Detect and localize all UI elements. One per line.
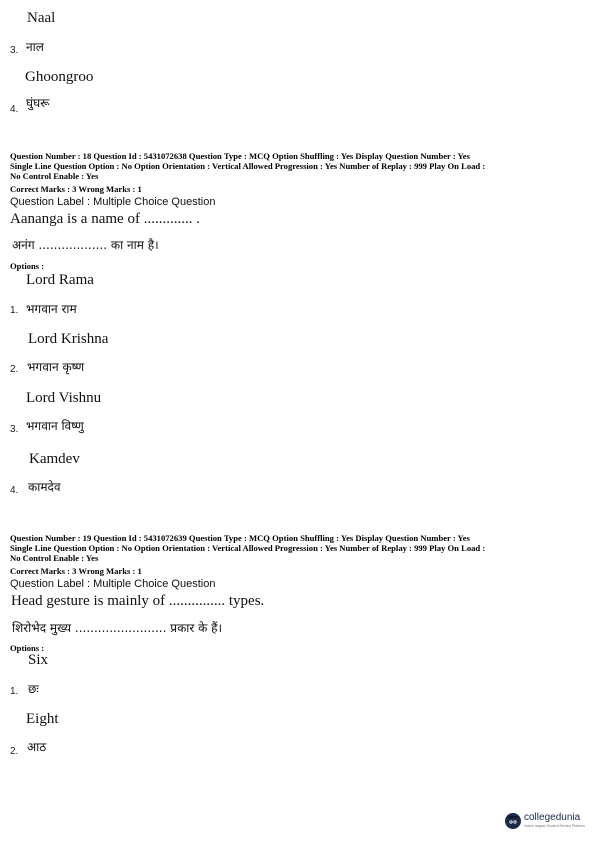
graduate-mascot-icon bbox=[505, 813, 521, 829]
q19-option-1-hindi[interactable]: छः bbox=[28, 682, 39, 696]
q18-option-1-hindi[interactable]: भगवान राम bbox=[26, 302, 77, 316]
q18-options-heading: Options : bbox=[10, 261, 45, 271]
prev-option-3-english: Naal bbox=[27, 10, 56, 26]
q18-option-2-hindi[interactable]: भगवान कृष्ण bbox=[27, 360, 85, 374]
q18-question-label: Question Label : Multiple Choice Question bbox=[10, 196, 216, 208]
q18-meta-line-1: Question Number : 18 Question Id : 5431072638 Question Type : MCQ Option Shuffling : Yes Display Question Number : Yes bbox=[10, 151, 470, 161]
q18-option-1-number: 1. bbox=[10, 305, 19, 316]
q18-marks: Correct Marks : 3 Wrong Marks : 1 bbox=[10, 184, 142, 194]
brand-tagline: India's largest Student Review Platform bbox=[524, 824, 585, 828]
q18-question-text-hindi: अनंग .................. का नाम है। bbox=[12, 238, 159, 252]
prev-option-4-hindi: घुंघरू bbox=[26, 96, 50, 110]
prev-option-4-english: Ghoongroo bbox=[25, 69, 94, 85]
q18-option-2-english[interactable]: Lord Krishna bbox=[28, 331, 109, 347]
q18-option-4-english[interactable]: Kamdev bbox=[29, 451, 80, 467]
q19-marks: Correct Marks : 3 Wrong Marks : 1 bbox=[10, 566, 142, 576]
q19-question-text-hindi: शिरोभेद मुख्य ........................ प्रकार के हैं। bbox=[12, 621, 223, 635]
q18-meta-line-3: No Control Enable : Yes bbox=[10, 171, 99, 181]
q19-meta-line-1: Question Number : 19 Question Id : 5431072639 Question Type : MCQ Option Shuffling : Yes Display Question Number : Yes bbox=[10, 533, 470, 543]
prev-option-3-number: 3. bbox=[10, 45, 19, 56]
q19-question-label: Question Label : Multiple Choice Question bbox=[10, 578, 216, 590]
q19-options-heading: Options : bbox=[10, 643, 45, 653]
q18-option-3-english[interactable]: Lord Vishnu bbox=[26, 390, 102, 406]
q19-option-2-hindi[interactable]: आठ bbox=[27, 740, 47, 754]
q18-option-3-number: 3. bbox=[10, 424, 19, 435]
q18-option-1-english[interactable]: Lord Rama bbox=[26, 272, 94, 288]
q18-option-3-hindi[interactable]: भगवान विष्णु bbox=[26, 419, 84, 433]
q18-option-2-number: 2. bbox=[10, 364, 19, 375]
q19-question-text-english: Head gesture is mainly of ............... types. bbox=[11, 593, 265, 609]
prev-option-3-hindi: नाल bbox=[26, 40, 44, 54]
q19-option-1-english[interactable]: Six bbox=[28, 652, 49, 668]
q19-meta-line-2: Single Line Question Option : No Option Orientation : Vertical Allowed Progression : Yes Number of Replay : 999 Play On Load : bbox=[10, 543, 486, 553]
brand-name: collegedunia bbox=[524, 812, 581, 823]
prev-option-4-number: 4. bbox=[10, 104, 19, 115]
q18-option-4-hindi[interactable]: कामदेव bbox=[28, 480, 61, 494]
q19-option-1-number: 1. bbox=[10, 686, 19, 697]
q19-option-2-english[interactable]: Eight bbox=[26, 711, 59, 727]
q19-option-2-number: 2. bbox=[10, 746, 19, 757]
q18-question-text-english: Aananga is a name of ............. . bbox=[10, 211, 200, 227]
q18-meta-line-2: Single Line Question Option : No Option Orientation : Vertical Allowed Progression : Yes Number of Replay : 999 Play On Load : bbox=[10, 161, 486, 171]
q18-option-4-number: 4. bbox=[10, 485, 19, 496]
q19-meta-line-3: No Control Enable : Yes bbox=[10, 553, 99, 563]
